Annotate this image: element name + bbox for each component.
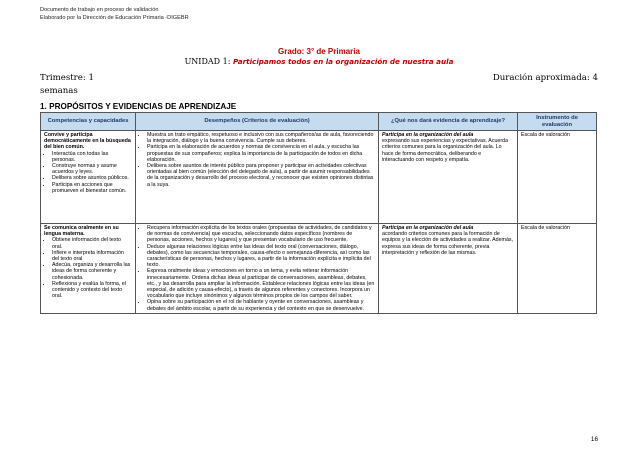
capacity-item: • Infiere e interpreta información del texto oral [52, 250, 132, 262]
header-performances: Desempeños (Criterios de evaluación) [136, 113, 379, 131]
capacity-item: • Construye normas y asume acuerdos y leyes. [52, 163, 132, 175]
performance-item: • Recupera información explícita de los textos orales (propuestas de actividades, de candidatos y de normas de convivencia) que escucha, seleccionando datos específicos (nombres de personas, acciones, hechos y lugares) y que presentan vocabulario de uso frecuente. [147, 225, 375, 244]
performance-list [139, 132, 375, 188]
header-evidence: ¿Qué nos dará evidencia de aprendizaje? [379, 113, 518, 131]
competence-title: Se comunica oralmente en su lengua materna. [44, 225, 119, 238]
document-header [40, 6, 189, 22]
capacity-list [44, 151, 132, 194]
capacity-item: • Reflexiona y evalúa la forma, el contenido y contexto del texto oral. [52, 281, 132, 300]
capacity-item: • Obtiene información del texto oral. [52, 237, 132, 249]
unit-heading [0, 57, 638, 66]
performance-list [139, 225, 375, 312]
capacity-item: • Interactúa con todas las personas. [52, 151, 132, 163]
performance-item: • Deduce algunas relaciones lógicas entre las ideas del texto oral (conversaciones, diálogo, debates), como las secuencias temporales, causa-efecto o semejanza-diferencia, así como las características de personas, hechos y lugares, a partir de la información explícita e implícita del texto. [147, 244, 375, 269]
grade-title: Grado: 3° de Primaria [278, 47, 360, 56]
capacity-item: • Delibera sobre asuntos públicos. [52, 175, 132, 181]
competence-cell [41, 224, 136, 314]
duration: Duración aproximada: 4 [492, 73, 598, 83]
evidence-title: Participa en la organización del aula [382, 132, 474, 138]
competence-title: Convive y participa democráticamente en la búsqueda del bien común. [44, 132, 131, 151]
evidence-cell [379, 224, 518, 314]
capacity-item: • Participa en acciones que promueven el bienestar común. [52, 182, 132, 194]
unit-label: UNIDAD 1: [184, 57, 231, 66]
performance-cell [136, 224, 379, 314]
duration-weeks: semanas [40, 86, 78, 96]
page-number: 16 [590, 436, 598, 443]
performance-item: • Participa en la elaboración de acuerdos y normas de convivencia en el aula, y escucha las propuestas de sus compañeros; explica la importancia de la participación de todos en dicha elaboración. [147, 144, 375, 163]
performance-item: • Expresa oralmente ideas y emociones en torno a un tema, y evita reiterar información innecesariamente. Ordena dichas ideas al participar de conversaciones, asambleas, debates, etc., y las desarrolla para ampliar la información. Establece relaciones lógicas entre las ideas (en especial, de adición y causa-efecto), a través de algunos referentes y conectores. Incorpora un vocabulario que incluye sinónimos y algunos términos propios de los campos del saber. [147, 268, 375, 299]
header-line-2: Elaborado por la Dirección de Educación Primaria -DIGEBR [40, 15, 189, 21]
header-competencies: Competencias y capacidades [41, 113, 136, 131]
evidence-cell [379, 131, 518, 224]
capacity-item: • Adecúa, organiza y desarrolla las ideas de forma coherente y cohesionada. [52, 262, 132, 281]
table-row [41, 131, 597, 224]
evidence-title: Participa en la organización del aula [382, 225, 474, 231]
section-title: 1. PROPÓSITOS Y EVIDENCIAS DE APRENDIZAJE [40, 102, 237, 111]
performance-cell [136, 131, 379, 224]
performance-item: • Delibera sobre asuntos de interés público para proponer y participar en actividades colectivas orientadas al bien común (elección del delegado de aula), a partir de asumir responsabilidades de la organización y desarrollo del proceso electoral, y reconocer que existen opiniones distintas a la suya. [147, 163, 375, 188]
evidence-text: expresando sus experiencias y expectativas. Acuerda criterios comunes para la organización del aula. Lo hace de forma democrática, deliberando e interactuando con respeto y empatía. [382, 138, 509, 163]
competence-cell [41, 131, 136, 224]
header-line-1: Documento de trabajo en proceso de validación [40, 7, 159, 13]
instrument-cell: Escala de valoración [518, 224, 597, 314]
evidence-text: acordando criterios comunes para la formación de equipos y la elección de actividades a realizar. Además, expresa sus ideas de forma coherente, previa interpretación y reflexión de las mismas. [382, 231, 514, 256]
performance-item: • Opina sobre su participación en el rol de hablante y oyente en conversaciones, asambleas y debates del ámbito escolar, a partir de su experiencia y del contexto en que se desenvuelve. [147, 299, 375, 311]
performance-item: • Muestra un trato empático, respetuoso e inclusivo con sus compañeros/as de aula, favoreciendo la integración, diálogo y la buena convivencia. Cumple sus deberes. [147, 132, 375, 144]
table-row [41, 224, 597, 314]
instrument-cell: Escala de valoración [518, 131, 597, 224]
trimester: Trimestre: 1 [40, 73, 94, 83]
header-instrument: Instrumento de evaluación [518, 113, 597, 131]
table-header-row [41, 113, 597, 131]
capacity-list [44, 237, 132, 299]
learning-purposes-table [40, 112, 597, 314]
unit-title: Participamos todos en la organización de nuestra aula [232, 57, 454, 66]
